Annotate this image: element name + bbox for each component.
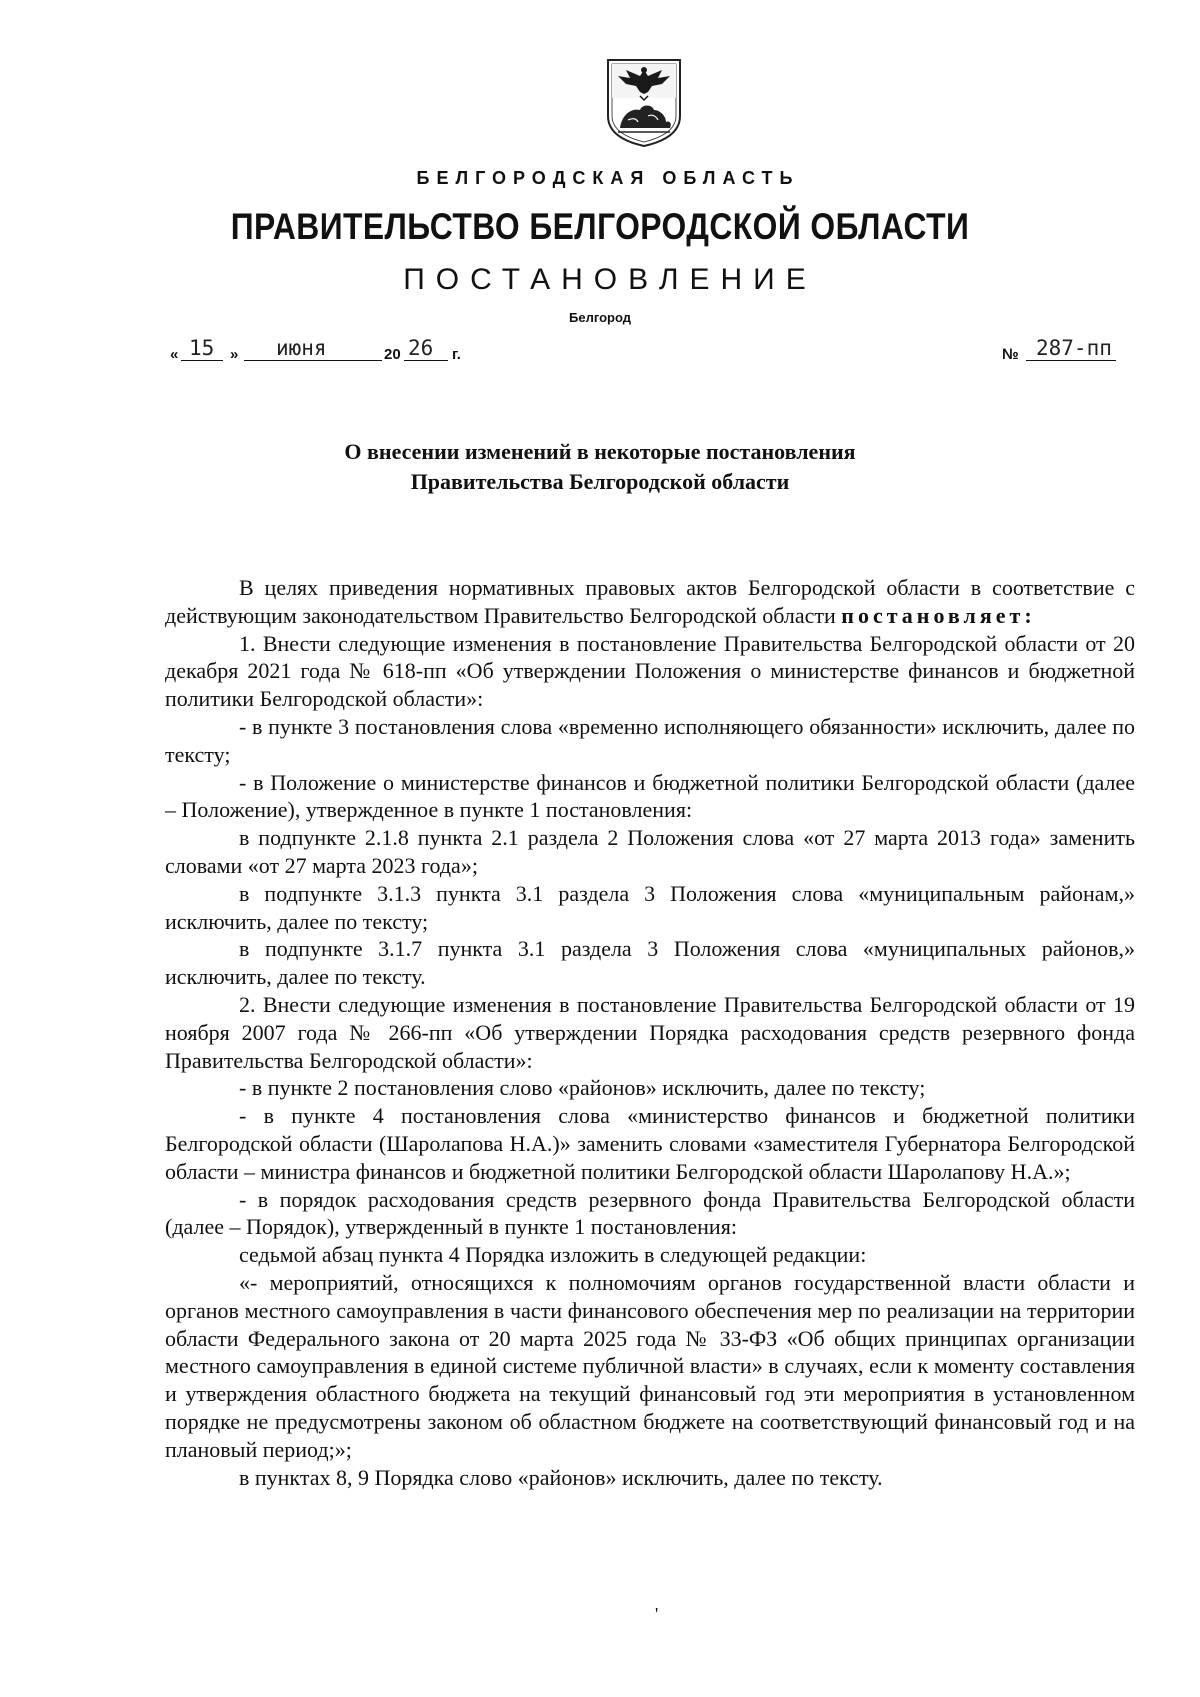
date-day: 15 [189,336,215,360]
year-abbr: г. [452,346,461,363]
decree-word: постановляет: [841,602,1036,628]
document-title [0,437,1200,497]
body-paragraph: в подпункте 3.1.3 пункта 3.1 раздела 3 Положения слова «муниципальным районам,» исключить, далее по тексту; [165,880,1135,934]
body-paragraph: в пунктах 8, 9 Порядка слово «районов» исключить, далее по тексту. [239,1464,883,1490]
document-body [165,574,1135,1491]
region-name: БЕЛГОРОДСКАЯ ОБЛАСТЬ [416,168,800,188]
date-number-line [170,335,1120,369]
document-type: ПОСТАНОВЛЕНИЕ [403,263,817,296]
preamble-paragraph [165,574,1135,630]
body-paragraph: 2. Внести следующие изменения в постановление Правительства Белгородской области от 19 ноября 2007 года № 266-пп «Об утверждении Порядка расходования средств резервного фонда Правительства Белгородской области»: [165,991,1135,1073]
page-mark: ' [655,1604,659,1624]
document-number: 287-пп [1036,336,1112,360]
year-prefix: 20 [384,346,401,363]
body-paragraph: - в порядок расходования средств резервного фонда Правительства Белгородской области (далее – Порядок), утвержденный в пункте 1 постановления: [165,1186,1135,1240]
government-name: ПРАВИТЕЛЬСТВО БЕЛГОРОДСКОЙ ОБЛАСТИ [230,206,970,247]
city-name: Белгород [569,310,631,325]
close-quote: » [230,346,239,363]
date-month: июня [276,336,327,360]
preamble-text: В целях приведения нормативных правовых актов Белгородской области в соответствие с действующим законодательством Правительство Белгородской области [165,575,1135,628]
body-paragraph: «- мероприятий, относящихся к полномочиям органов государственной власти области и органов местного самоуправления в части финансового обеспечения мер по реализации на территории области Федерального закона от 20 марта 2025 года № 33-ФЗ «Об общих принципах организации местного самоуправления в единой системе публичной власти» в случаях, если к моменту составления и утверждения областного бюджета на текущий финансовый год эти мероприятия в установленном порядке не предусмотрены законом об областном бюджете на соответствующий финансовый год и на плановый период;»; [165,1269,1135,1462]
body-paragraph: - в пункте 4 постановления слова «министерство финансов и бюджетной политики Белгородской области (Шаролапова Н.А.)» заменить словами «заместителя Губернатора Белгородской области – министра финансов и бюджетной политики Белгородской области Шаролапову Н.А.»; [165,1103,1135,1184]
title-line-1: О внесении изменений в некоторые постановления [344,439,856,464]
body-paragraph: - в пункте 3 постановления слова «временно исполняющего обязанности» исключить, далее по тексту; [165,713,1135,767]
body-paragraph: в подпункте 3.1.7 пункта 3.1 раздела 3 Положения слова «муниципальных районов,» исключить, далее по тексту. [165,936,1135,990]
body-paragraph: в подпункте 2.1.8 пункта 2.1 раздела 2 Положения слова «от 27 марта 2013 года» заменить словами «от 27 марта 2023 года»; [165,825,1135,878]
title-line-2: Правительства Белгородской области [410,469,790,494]
open-quote: « [170,346,179,363]
body-paragraph: - в пункте 2 постановления слово «районов» исключить, далее по тексту; [239,1075,926,1101]
date-year: 26 [408,336,434,360]
coat-of-arms-icon [604,56,684,148]
body-paragraph: 1. Внести следующие изменения в постановление Правительства Белгородской области от 20 декабря 2021 года № 618-пп «Об утверждении Положения о министерстве финансов и бюджетной политики Белгородской области»: [165,630,1135,712]
number-sign: № [1002,346,1019,363]
body-paragraph: - в Положение о министерстве финансов и бюджетной политики Белгородской области (далее – Положение), утвержденное в пункте 1 постановления: [165,769,1135,823]
body-paragraph: седьмой абзац пункта 4 Порядка изложить в следующей редакции: [239,1242,867,1268]
